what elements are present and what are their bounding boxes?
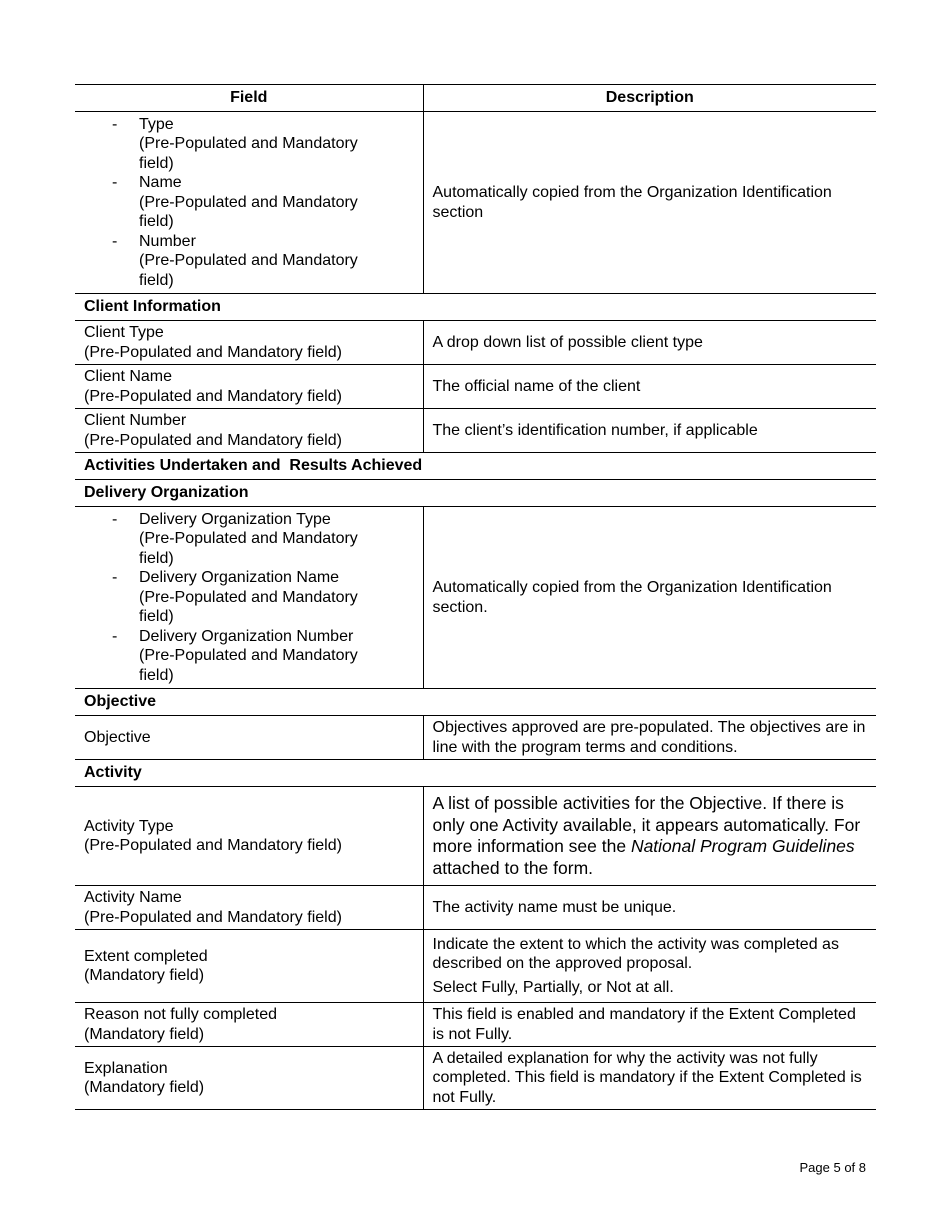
section-heading-client-information <box>75 294 876 321</box>
field-name: Activity Type <box>84 817 174 835</box>
field-note: (Mandatory field) <box>84 1079 205 1096</box>
field-note: (Pre-Populated and Mandatory <box>139 530 358 548</box>
table-row <box>75 1003 876 1047</box>
list-item <box>84 173 414 232</box>
field-name: Type <box>139 115 174 133</box>
org-fields-description: Automatically copied from the Organization Identification section <box>423 112 876 294</box>
field-cell <box>75 365 423 409</box>
field-note: (Pre-Populated and Mandatory field) <box>84 908 342 926</box>
field-note: (Pre-Populated and Mandatory field) <box>84 837 342 854</box>
field-note: field) <box>139 271 174 289</box>
dash-bullet: - <box>112 115 118 133</box>
field-cell <box>75 1047 423 1110</box>
list-item <box>84 115 414 174</box>
description-paragraph: Select Fully, Partially, or Not at all. <box>432 978 674 996</box>
table-row <box>75 409 876 453</box>
table-row <box>75 930 876 1003</box>
field-note: (Pre-Populated and Mandatory <box>139 193 358 211</box>
table-row <box>75 1047 876 1110</box>
field-note: (Pre-Populated and Mandatory field) <box>84 343 342 361</box>
field-name: Extent completed <box>84 947 208 965</box>
field-name: Delivery Organization Type <box>139 510 331 528</box>
table-row <box>75 787 876 886</box>
description-cell: This field is enabled and mandatory if the Extent Completed is not Fully. <box>423 1003 876 1047</box>
field-name: Number <box>139 232 196 250</box>
field-name: Delivery Organization Name <box>139 569 340 587</box>
table-row <box>75 886 876 930</box>
field-note: field) <box>139 154 174 172</box>
section-heading-objective <box>75 689 876 716</box>
table-row <box>75 716 876 760</box>
field-name: Client Number <box>84 412 187 429</box>
section-heading-delivery-organization <box>75 480 876 507</box>
table-row-delivery-org-fields <box>75 507 876 689</box>
description-cell: A detailed explanation for why the activity was not fully completed. This field is mandatory if the Extent Completed is not Fully. <box>423 1047 876 1110</box>
dash-bullet: - <box>112 510 118 528</box>
dash-bullet: - <box>112 569 118 587</box>
field-cell <box>75 1003 423 1047</box>
field-note: field) <box>139 666 174 684</box>
delivery-org-fields-cell <box>75 507 423 689</box>
table-header-row <box>75 85 876 112</box>
section-heading-activities <box>75 453 876 480</box>
field-note: (Pre-Populated and Mandatory <box>139 647 358 665</box>
section-heading: Client Information <box>75 294 876 321</box>
column-header-field: Field <box>75 85 423 112</box>
field-name: Explanation <box>84 1059 168 1077</box>
page-number: Page 5 of 8 <box>799 1160 866 1175</box>
description-cell: The client’s identification number, if applicable <box>423 409 876 453</box>
field-note: field) <box>139 213 174 231</box>
description-text: A list of possible activities for the Objective. If there is only one Activity available, it appears automatically. For more information see the <box>432 793 861 856</box>
field-name: Reason not fully completed <box>84 1006 277 1023</box>
description-cell: The official name of the client <box>423 365 876 409</box>
field-note: (Pre-Populated and Mandatory <box>139 588 358 606</box>
description-cell <box>423 787 876 886</box>
field-note: (Pre-Populated and Mandatory field) <box>84 431 342 449</box>
table-row <box>75 365 876 409</box>
description-cell: A drop down list of possible client type <box>423 321 876 365</box>
list-item <box>84 510 414 569</box>
field-name: Delivery Organization Number <box>139 627 354 645</box>
description-text: attached to the form. <box>432 857 594 878</box>
field-cell <box>75 787 423 886</box>
dash-bullet: - <box>112 174 118 192</box>
org-fields-list <box>84 115 414 291</box>
section-heading: Activities Undertaken and Results Achieved <box>75 453 876 480</box>
table-row <box>75 321 876 365</box>
field-cell <box>75 409 423 453</box>
field-note: (Pre-Populated and Mandatory <box>139 252 358 270</box>
field-name: Name <box>139 174 182 192</box>
list-item <box>84 568 414 627</box>
section-heading: Delivery Organization <box>75 480 876 507</box>
guidelines-reference: National Program Guidelines <box>630 836 855 856</box>
field-cell <box>75 930 423 1003</box>
field-cell <box>75 886 423 930</box>
delivery-org-fields-list <box>84 510 414 686</box>
field-description-table <box>75 84 876 1110</box>
description-cell: The activity name must be unique. <box>423 886 876 930</box>
field-name: Activity Name <box>84 889 182 906</box>
field-cell: Objective <box>75 716 423 760</box>
org-fields-cell <box>75 112 423 294</box>
field-name: Client Type <box>84 324 164 341</box>
field-note: field) <box>139 549 174 567</box>
field-note: field) <box>139 608 174 626</box>
description-cell <box>423 930 876 1003</box>
section-heading-activity <box>75 760 876 787</box>
dash-bullet: - <box>112 627 118 645</box>
dash-bullet: - <box>112 232 118 250</box>
field-note: (Mandatory field) <box>84 1025 205 1043</box>
list-item <box>84 627 414 686</box>
list-item <box>84 232 414 291</box>
section-heading: Objective <box>75 689 876 716</box>
description-cell: Objectives approved are pre-populated. The objectives are in line with the program terms and conditions. <box>423 716 876 760</box>
field-name: Client Name <box>84 368 173 385</box>
field-cell <box>75 321 423 365</box>
delivery-org-description: Automatically copied from the Organization Identification section. <box>423 507 876 689</box>
section-heading: Activity <box>75 760 876 787</box>
description-paragraph: Indicate the extent to which the activity was completed as described on the approved proposal. <box>432 935 839 973</box>
field-note: (Pre-Populated and Mandatory field) <box>84 387 342 405</box>
table-row-org-fields <box>75 112 876 294</box>
field-note: (Pre-Populated and Mandatory <box>139 135 358 153</box>
column-header-description: Description <box>423 85 876 112</box>
field-note: (Mandatory field) <box>84 967 205 984</box>
